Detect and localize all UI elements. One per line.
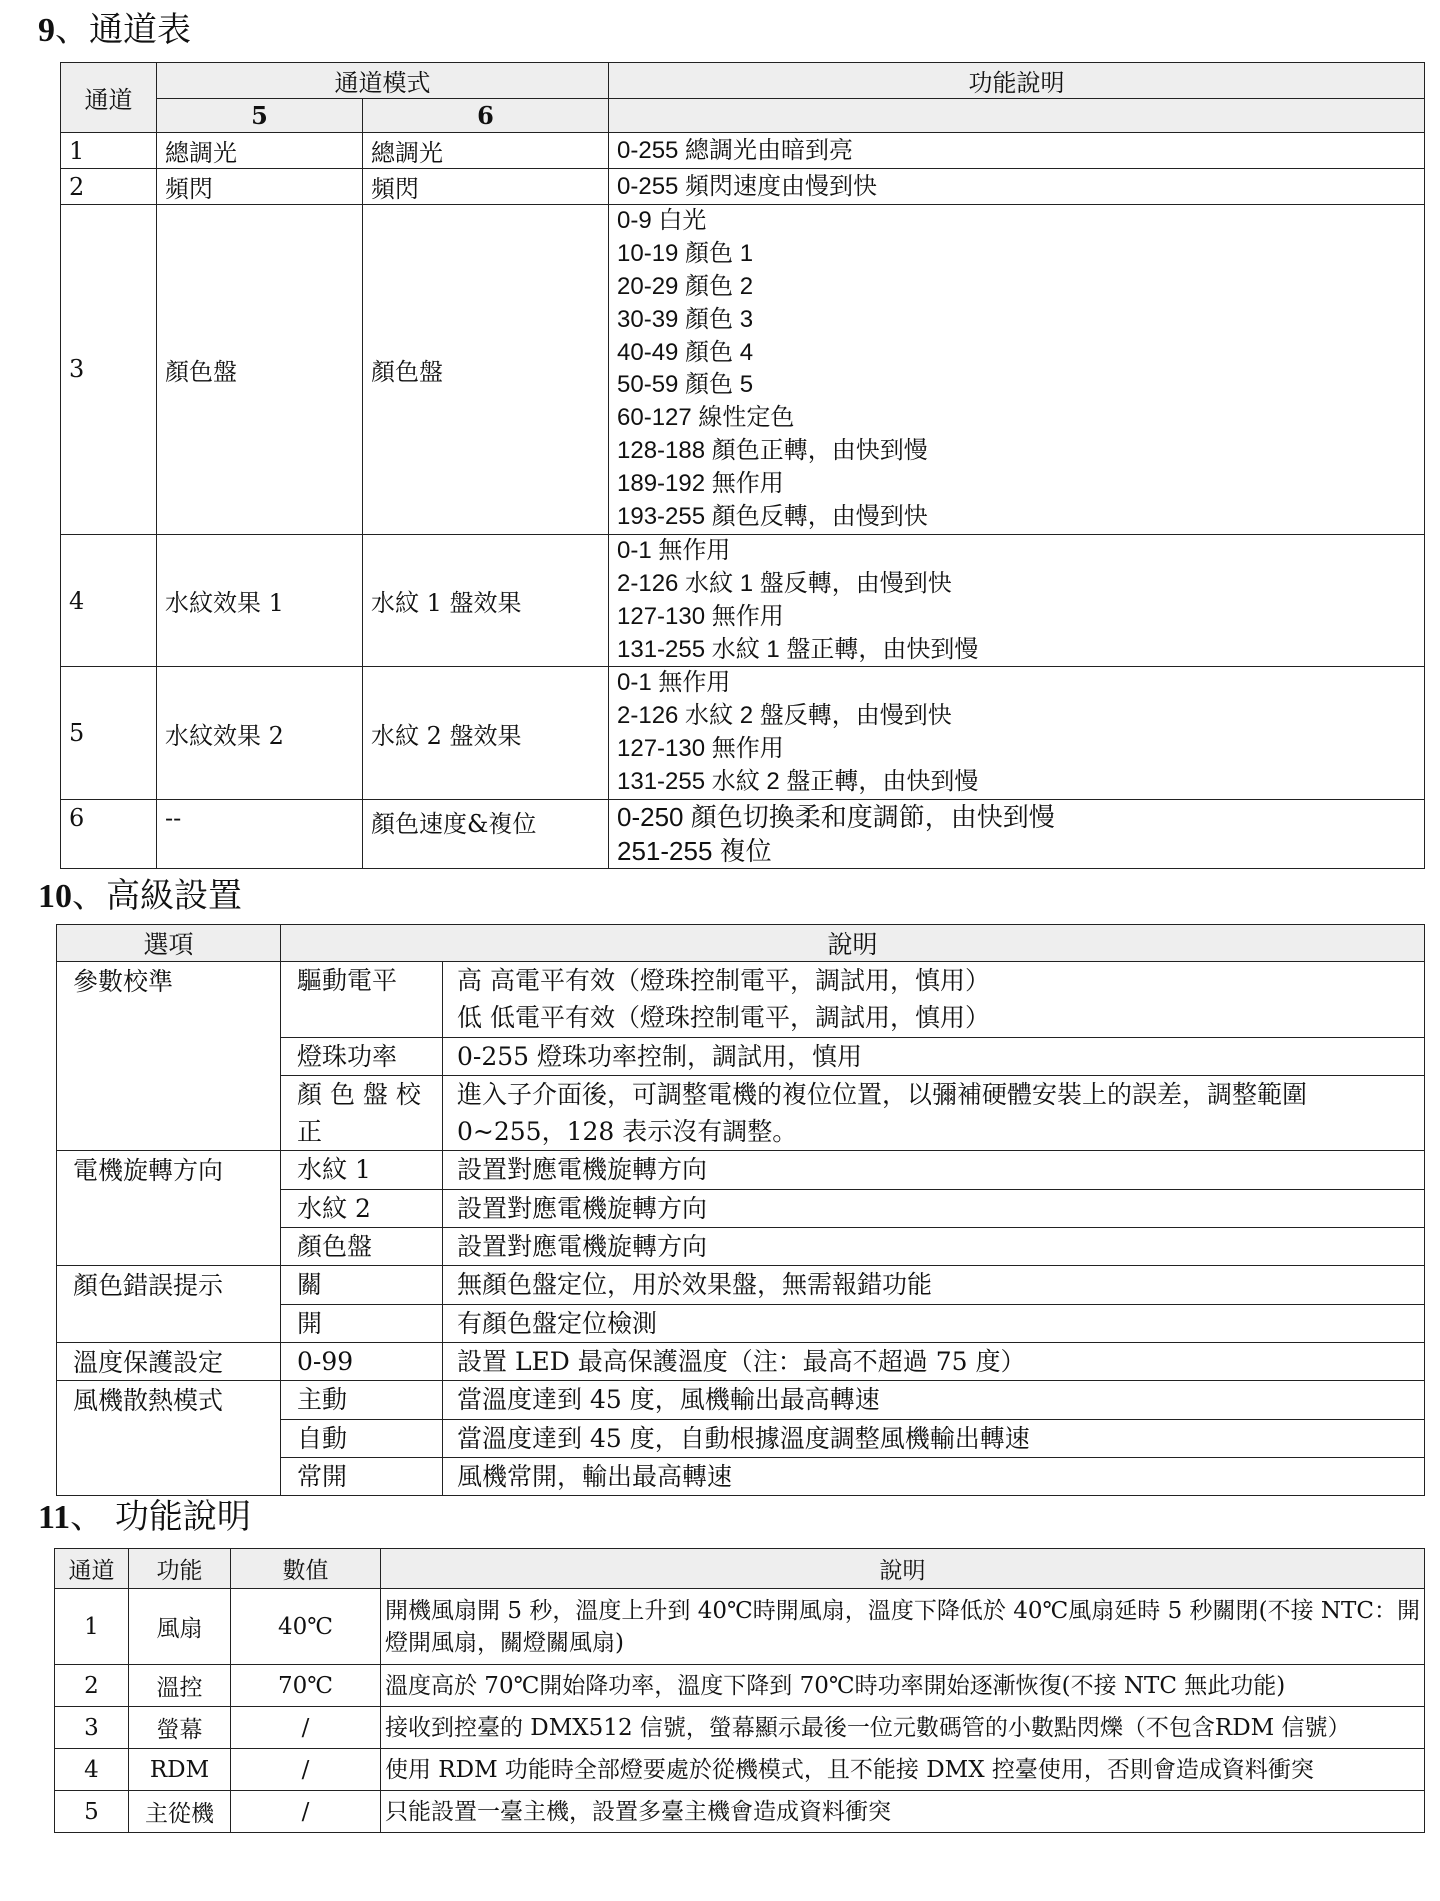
function-line: 127-130 無作用 bbox=[617, 602, 784, 630]
fn-description-cell: 只能設置一臺主機，設置多臺主機會造成資料衝突 bbox=[381, 1791, 1425, 1833]
fn-function-cell: 螢幕 bbox=[129, 1707, 231, 1749]
description-cell bbox=[443, 1075, 1425, 1151]
channel-table-body bbox=[61, 133, 1425, 869]
description-cell bbox=[443, 1151, 1425, 1189]
fn-description-header: 說明 bbox=[381, 1549, 1425, 1589]
fn-channel-cell: 1 bbox=[55, 1589, 129, 1665]
section-10-number: 10 bbox=[38, 878, 72, 915]
table-row bbox=[61, 667, 1425, 800]
sub-option-cell bbox=[281, 1189, 443, 1227]
description-line: 設置 LED 最高保護溫度（注：最高不超過 75 度） bbox=[457, 1346, 1026, 1376]
option-group-cell: 參數校準 bbox=[57, 962, 281, 1151]
mode6-cell: 水紋 2 盤效果 bbox=[363, 667, 609, 800]
function-line: 193-255 顏色反轉，由慢到快 bbox=[617, 503, 928, 531]
description-cell bbox=[443, 962, 1425, 1038]
table-row bbox=[61, 169, 1425, 205]
table-row bbox=[61, 800, 1425, 869]
function-line: 20-29 顏色 2 bbox=[617, 272, 754, 300]
sub-option-line: 開 bbox=[297, 1308, 323, 1338]
mode6-cell: 總調光 bbox=[363, 133, 609, 169]
channel-header: 通道 bbox=[61, 63, 157, 133]
sub-option-line: 常開 bbox=[297, 1461, 348, 1491]
channel-cell: 2 bbox=[61, 169, 157, 205]
table-row bbox=[61, 133, 1425, 169]
option-group-cell: 溫度保護設定 bbox=[57, 1342, 281, 1380]
sub-option-line: 驅動電平 bbox=[297, 966, 398, 995]
mode6-cell: 水紋 1 盤效果 bbox=[363, 534, 609, 667]
function-line: 40-49 顏色 4 bbox=[617, 338, 754, 366]
sub-option-cell bbox=[281, 1419, 443, 1457]
function-line: 128-188 顏色正轉，由快到慢 bbox=[617, 437, 928, 465]
function-line: 0-255 頻閃速度由慢到快 bbox=[617, 172, 878, 200]
fn-value-cell: 40℃ bbox=[231, 1589, 381, 1665]
section-10-heading bbox=[38, 876, 242, 917]
mode5-cell: 顏色盤 bbox=[157, 205, 363, 535]
function-cell bbox=[609, 667, 1425, 800]
fn-value-cell: / bbox=[231, 1749, 381, 1791]
sub-option-line: 顏色盤 bbox=[297, 1232, 373, 1262]
section-10-title: 、高級設置 bbox=[72, 876, 242, 916]
mode6-cell: 顏色盤 bbox=[363, 205, 609, 535]
channel-cell: 3 bbox=[61, 205, 157, 535]
description-line: 低 低電平有效（燈珠控制電平，調試用，慎用） bbox=[457, 1003, 990, 1033]
function-line: 0-1 無作用 bbox=[617, 536, 731, 564]
function-line: 10-19 顏色 1 bbox=[617, 239, 754, 267]
description-cell bbox=[443, 1304, 1425, 1342]
description-line: 0~255，128 表示沒有調整。 bbox=[457, 1117, 798, 1147]
function-cell bbox=[609, 169, 1425, 205]
description-cell bbox=[443, 1266, 1425, 1304]
table-row bbox=[55, 1749, 1425, 1791]
description-line: 高 高電平有效（燈珠控制電平，調試用，慎用） bbox=[457, 966, 990, 995]
table-row bbox=[57, 1151, 1425, 1189]
function-line: 251-255 複位 bbox=[617, 836, 772, 867]
advanced-settings-table bbox=[56, 924, 1425, 1496]
mode6-cell: 頻閃 bbox=[363, 169, 609, 205]
fn-value-cell: / bbox=[231, 1791, 381, 1833]
function-line: 0-1 無作用 bbox=[617, 669, 731, 697]
function-line: 131-255 水紋 2 盤正轉，由快到慢 bbox=[617, 768, 979, 796]
description-line: 無顏色盤定位，用於效果盤，無需報錯功能 bbox=[457, 1270, 933, 1300]
sub-option-cell bbox=[281, 1075, 443, 1151]
function-line: 189-192 無作用 bbox=[617, 470, 784, 498]
sub-option-cell bbox=[281, 1151, 443, 1189]
section-11-heading bbox=[38, 1497, 251, 1538]
fn-function-header: 功能 bbox=[129, 1549, 231, 1589]
description-cell bbox=[443, 1037, 1425, 1075]
fn-value-header: 數值 bbox=[231, 1549, 381, 1589]
fn-function-cell: 主從機 bbox=[129, 1791, 231, 1833]
function-line: 131-255 水紋 1 盤正轉，由快到慢 bbox=[617, 635, 979, 663]
section-9-title: 、通道表 bbox=[55, 10, 191, 50]
function-line: 2-126 水紋 2 盤反轉，由慢到快 bbox=[617, 702, 952, 730]
description-line: 有顏色盤定位檢測 bbox=[457, 1308, 658, 1338]
fn-function-cell: 風扇 bbox=[129, 1589, 231, 1665]
option-header: 選項 bbox=[57, 925, 281, 962]
table-row bbox=[57, 962, 1425, 1038]
sub-option-line: 水紋 2 bbox=[297, 1193, 371, 1223]
function-table bbox=[54, 1548, 1425, 1833]
mode6-cell: 顏色速度&複位 bbox=[363, 800, 609, 869]
sub-option-cell bbox=[281, 1457, 443, 1495]
sub-option-cell bbox=[281, 1381, 443, 1419]
option-group-cell: 風機散熱模式 bbox=[57, 1381, 281, 1496]
fn-value-cell: 70℃ bbox=[231, 1665, 381, 1707]
description-line: 設置對應電機旋轉方向 bbox=[457, 1155, 708, 1185]
function-line: 0-255 總調光由暗到亮 bbox=[617, 136, 854, 164]
description-line: 當溫度達到 45 度，風機輸出最高轉速 bbox=[457, 1385, 880, 1415]
sub-option-cell bbox=[281, 1037, 443, 1075]
table-row bbox=[57, 1342, 1425, 1380]
channel-cell: 4 bbox=[61, 534, 157, 667]
table-row bbox=[55, 1791, 1425, 1833]
description-line: 當溫度達到 45 度，自動根據溫度調整風機輸出轉速 bbox=[457, 1423, 1030, 1453]
fn-value-cell: / bbox=[231, 1707, 381, 1749]
section-9-heading bbox=[38, 10, 191, 51]
mode5-cell: 水紋效果 2 bbox=[157, 667, 363, 800]
description-line: 設置對應電機旋轉方向 bbox=[457, 1193, 708, 1223]
sub-option-line: 0-99 bbox=[297, 1346, 354, 1376]
section-11-number: 11 bbox=[38, 1499, 71, 1536]
function-table-body bbox=[55, 1589, 1425, 1833]
sub-option-line: 顏 色 盤 校 bbox=[297, 1079, 421, 1109]
description-header: 說明 bbox=[281, 925, 1425, 962]
mode5-cell: 水紋效果 1 bbox=[157, 534, 363, 667]
mode-6-header: 6 bbox=[363, 99, 609, 133]
mode5-cell: 總調光 bbox=[157, 133, 363, 169]
function-cell bbox=[609, 133, 1425, 169]
channel-table bbox=[60, 62, 1425, 869]
mode5-cell: -- bbox=[157, 800, 363, 869]
function-line: 50-59 顏色 5 bbox=[617, 371, 754, 399]
mode5-cell: 頻閃 bbox=[157, 169, 363, 205]
fn-channel-header: 通道 bbox=[55, 1549, 129, 1589]
sub-option-line: 關 bbox=[297, 1270, 323, 1300]
channel-cell: 5 bbox=[61, 667, 157, 800]
function-line: 30-39 顏色 3 bbox=[617, 305, 754, 333]
function-cell bbox=[609, 205, 1425, 535]
table-row bbox=[61, 534, 1425, 667]
mode-header: 通道模式 bbox=[157, 63, 609, 99]
section-11-title: 、 功能說明 bbox=[70, 1497, 251, 1537]
sub-option-cell bbox=[281, 1304, 443, 1342]
fn-description-cell: 使用 RDM 功能時全部燈要處於從機模式，且不能接 DMX 控臺使用，否則會造成資料衝突 bbox=[381, 1749, 1425, 1791]
fn-channel-cell: 5 bbox=[55, 1791, 129, 1833]
function-cell bbox=[609, 534, 1425, 667]
description-cell bbox=[443, 1381, 1425, 1419]
sub-option-line: 主動 bbox=[297, 1385, 348, 1415]
fn-channel-cell: 4 bbox=[55, 1749, 129, 1791]
fn-function-cell: RDM bbox=[129, 1749, 231, 1791]
sub-option-cell bbox=[281, 1228, 443, 1266]
description-line: 進入子介面後，可調整電機的複位位置，以彌補硬體安裝上的誤差，調整範圍 bbox=[457, 1079, 1308, 1109]
sub-option-line: 燈珠功率 bbox=[297, 1041, 398, 1071]
sub-option-cell bbox=[281, 1266, 443, 1304]
fn-description-cell: 開機風扇開 5 秒，溫度上升到 40℃時開風扇，溫度下降低於 40℃風扇延時 5 秒關閉(不接 NTC：開燈開風扇，關燈關風扇) bbox=[381, 1589, 1425, 1665]
advanced-settings-body bbox=[57, 962, 1425, 1496]
table-row bbox=[61, 205, 1425, 535]
fn-channel-cell: 2 bbox=[55, 1665, 129, 1707]
function-cell bbox=[609, 800, 1425, 869]
function-subheader bbox=[609, 99, 1425, 133]
table-row bbox=[57, 1266, 1425, 1304]
function-header: 功能說明 bbox=[609, 63, 1425, 99]
description-cell bbox=[443, 1419, 1425, 1457]
sub-option-line: 水紋 1 bbox=[297, 1155, 371, 1185]
table-row bbox=[55, 1665, 1425, 1707]
description-cell bbox=[443, 1457, 1425, 1495]
function-line: 0-9 白光 bbox=[617, 207, 707, 234]
description-cell bbox=[443, 1342, 1425, 1380]
description-line: 風機常開，輸出最高轉速 bbox=[457, 1461, 733, 1491]
description-line: 0-255 燈珠功率控制，調試用，慎用 bbox=[457, 1041, 863, 1071]
function-line: 0-250 顏色切換柔和度調節，由快到慢 bbox=[617, 802, 1055, 833]
description-cell bbox=[443, 1189, 1425, 1227]
table-row bbox=[55, 1589, 1425, 1665]
fn-description-cell: 溫度高於 70℃開始降功率，溫度下降到 70℃時功率開始逐漸恢復(不接 NTC 無此功能) bbox=[381, 1665, 1425, 1707]
sub-option-line: 自動 bbox=[297, 1423, 348, 1453]
sub-option-cell bbox=[281, 1342, 443, 1380]
fn-description-cell: 接收到控臺的 DMX512 信號，螢幕顯示最後一位元數碼管的小數點閃爍（不包含RDM 信號） bbox=[381, 1707, 1425, 1749]
sub-option-cell bbox=[281, 962, 443, 1038]
function-line: 2-126 水紋 1 盤反轉，由慢到快 bbox=[617, 569, 952, 597]
table-row bbox=[57, 1381, 1425, 1419]
channel-cell: 6 bbox=[61, 800, 157, 869]
option-group-cell: 顏色錯誤提示 bbox=[57, 1266, 281, 1343]
channel-cell: 1 bbox=[61, 133, 157, 169]
fn-function-cell: 溫控 bbox=[129, 1665, 231, 1707]
option-group-cell: 電機旋轉方向 bbox=[57, 1151, 281, 1266]
table-row bbox=[55, 1707, 1425, 1749]
description-line: 設置對應電機旋轉方向 bbox=[457, 1232, 708, 1262]
section-9-number: 9 bbox=[38, 12, 55, 49]
function-line: 60-127 線性定色 bbox=[617, 404, 795, 432]
mode-5-header: 5 bbox=[157, 99, 363, 133]
sub-option-line: 正 bbox=[297, 1117, 323, 1147]
fn-channel-cell: 3 bbox=[55, 1707, 129, 1749]
description-cell bbox=[443, 1228, 1425, 1266]
function-line: 127-130 無作用 bbox=[617, 735, 784, 763]
